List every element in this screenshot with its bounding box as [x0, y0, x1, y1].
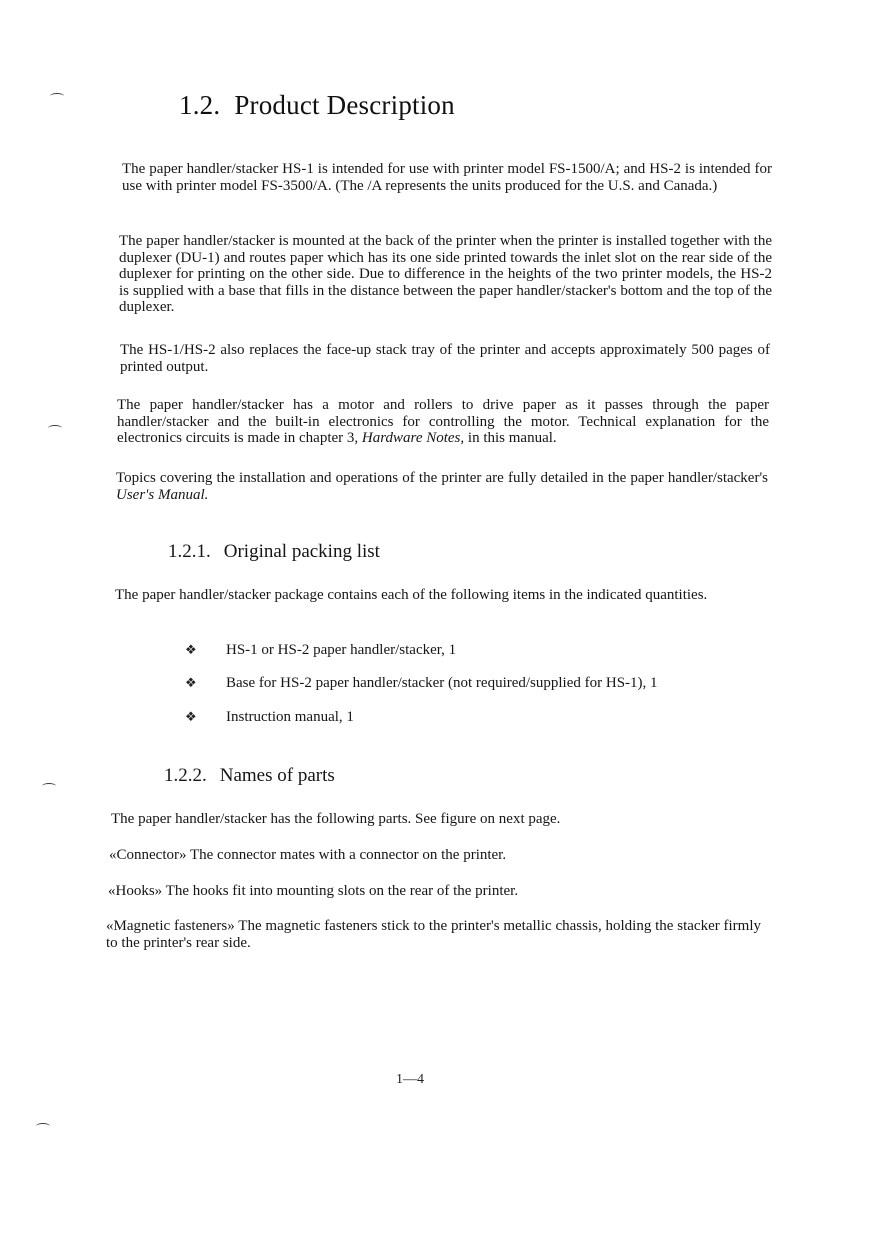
subsection-heading-packing — [168, 541, 380, 563]
diamond-bullet-icon: ❖ — [185, 675, 197, 690]
users-manual-reference: User's Manual. — [116, 486, 209, 503]
page-number: 1—4 — [396, 1072, 424, 1087]
paragraph-text: The paper handler/stacker HS-1 is intended for use with printer model FS-1500/A; and HS-2 is intended for use with printer model FS-3500/A. (The /A represents the units produced for the U.S. and Canada.) — [122, 161, 772, 194]
part-description: The magnetic fasteners stick to the printer's metallic chassis, holding the stacker firmly to the printer's rear side. — [106, 918, 762, 951]
part-label: «Hooks» — [108, 883, 163, 899]
part-hooks — [108, 883, 768, 900]
margin-mark — [36, 1123, 50, 1129]
part-magnetic-fasteners — [106, 918, 761, 951]
subsection-heading-parts — [164, 765, 335, 787]
list-item-text: HS-1 or HS-2 paper handler/stacker, 1 — [226, 642, 457, 658]
subsection-title: Original packing list — [223, 541, 380, 562]
subsection-number: 1.2.2. — [164, 765, 207, 786]
part-description: The hooks fit into mounting slots on the rear of the printer. — [162, 883, 519, 899]
paragraph-text: The HS-1/HS-2 also replaces the face-up stack tray of the printer and accepts approximately 500 pages of printed output. — [120, 342, 770, 375]
packing-intro — [115, 587, 765, 604]
margin-mark — [42, 783, 56, 789]
diamond-bullet-icon: ❖ — [185, 642, 197, 657]
paragraph-mounting — [119, 233, 772, 316]
section-number: 1.2. — [179, 90, 221, 120]
subsection-title: Names of parts — [219, 765, 335, 786]
paragraph-text: The paper handler/stacker package contains each of the following items in the indicated quantities. — [115, 587, 708, 603]
diamond-bullet-icon: ❖ — [185, 709, 197, 724]
paragraph-text: The paper handler/stacker has the following parts. See figure on next page. — [111, 811, 561, 827]
list-item-text: Instruction manual, 1 — [226, 709, 354, 725]
paragraph-text: in this manual. — [464, 430, 557, 446]
paragraph-capacity — [120, 342, 770, 375]
list-item-text: Base for HS-2 paper handler/stacker (not required/supplied for HS-1), 1 — [226, 675, 658, 691]
section-title: Product Description — [234, 90, 455, 120]
packing-list-item — [185, 709, 354, 726]
margin-mark — [48, 425, 62, 431]
part-connector — [109, 847, 769, 864]
margin-mark — [50, 93, 64, 99]
hardware-notes-reference: Hardware Notes, — [361, 430, 465, 446]
packing-list-item — [185, 675, 658, 692]
section-heading — [179, 90, 455, 121]
paragraph-text: The paper handler/stacker is mounted at the back of the printer when the printer is installed together with the duplexer (DU-1) and routes paper which has its one side printed towards the inlet slot on the rear side of the duplexer for printing on the other side. Due to difference in the heights of the two printer models, the HS-2 is supplied with a base that fills in the distance between the paper handler/stacker's bottom and the top of the duplexer. — [119, 233, 772, 315]
paragraph-text: The paper handler/stacker has a motor and rollers to drive paper as it passes through the paper handler/stacker and the built-in electronics for controlling the motor. Technical explanation for the electronics circuits is made in chapter 3, — [117, 397, 769, 446]
paragraph-topics — [116, 470, 768, 503]
part-description: The connector mates with a connector on the printer. — [186, 847, 507, 863]
paragraph-text: Topics covering the installation and operations of the printer are fully detailed in the paper handler/stacker's — [116, 470, 768, 486]
part-label: «Magnetic fasteners» — [106, 918, 235, 934]
paragraph-electronics — [117, 397, 769, 447]
parts-intro — [111, 811, 771, 828]
subsection-number: 1.2.1. — [168, 541, 211, 562]
packing-list-item — [185, 642, 456, 659]
paragraph-models — [122, 161, 772, 194]
part-label: «Connector» — [109, 847, 187, 863]
